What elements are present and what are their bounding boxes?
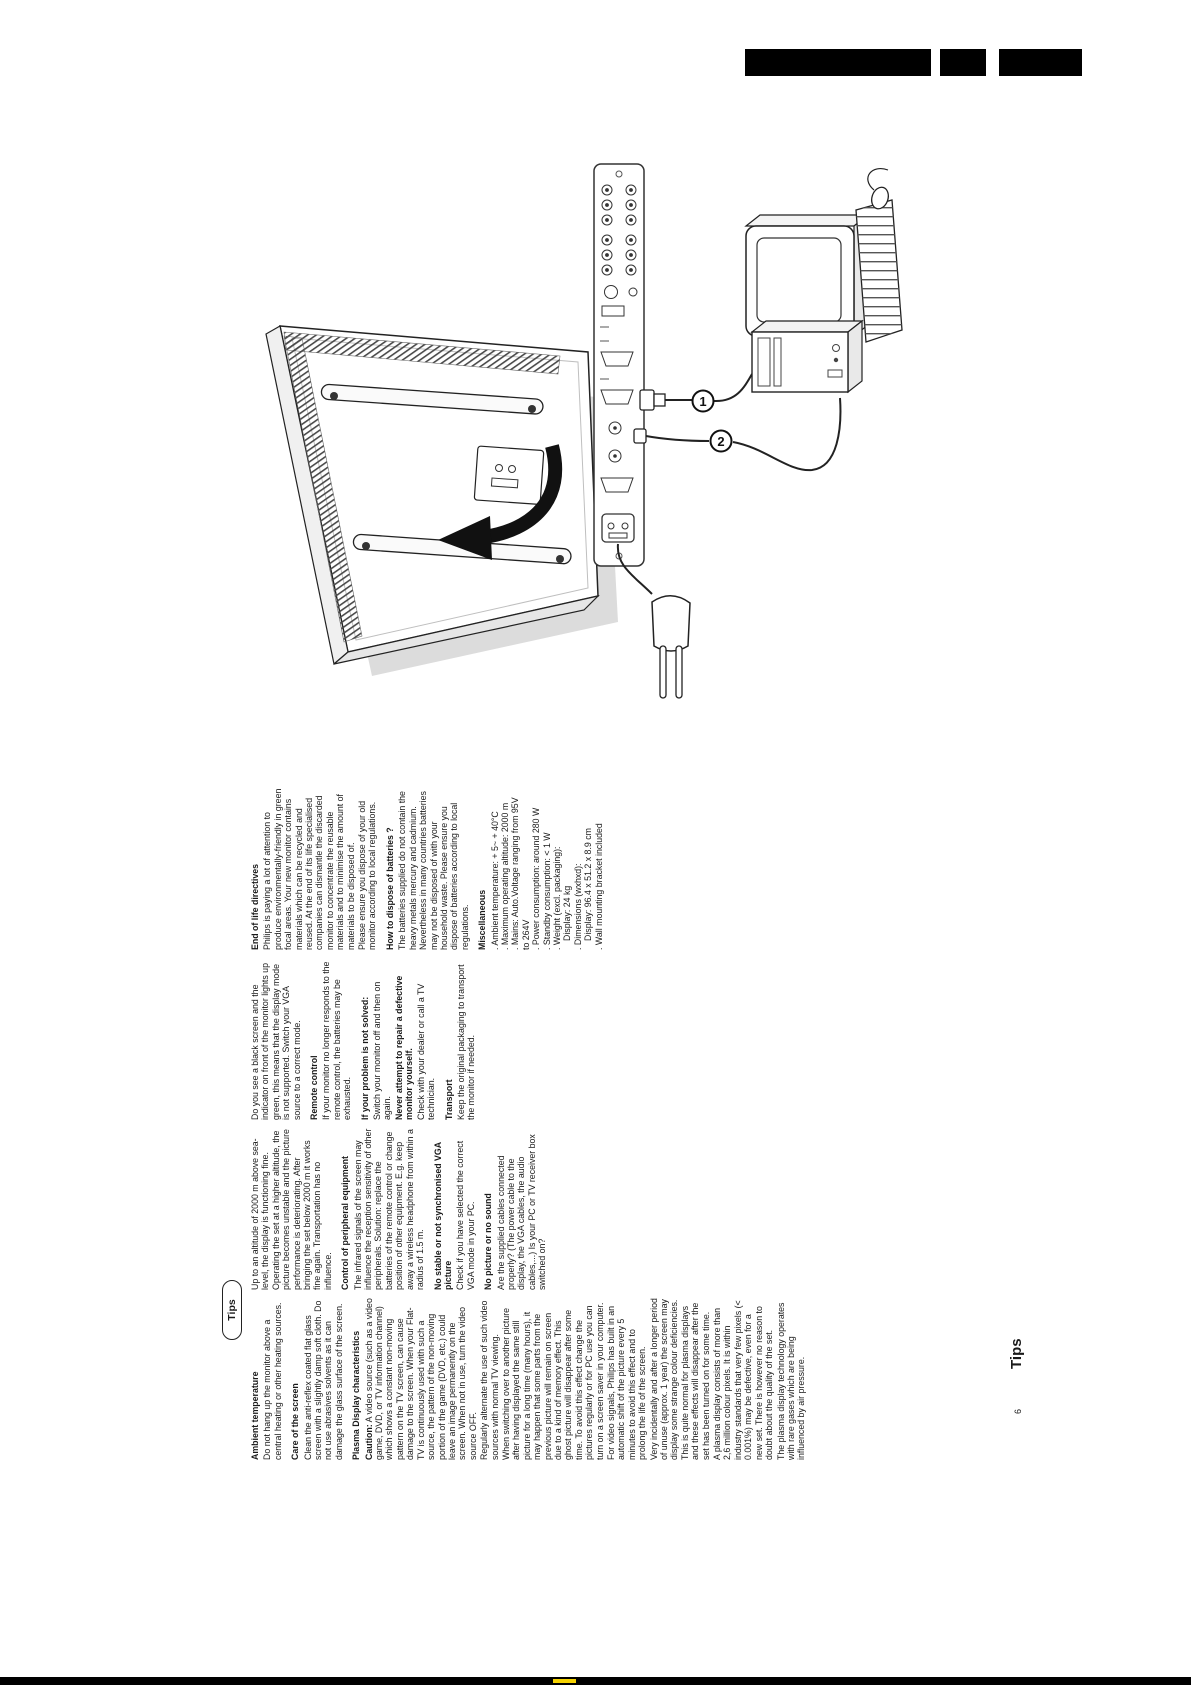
tips-columns [250, 780, 808, 1460]
page-number: 6 [1013, 1408, 1023, 1414]
para-rare-gases: The plasma display technology operates with rare gases which are being influenced by air pressure. [775, 1302, 807, 1460]
audio-in-jack [609, 422, 621, 434]
power-inlet [602, 514, 634, 542]
misc-item: . Maximum operating altitude: 2000 m [499, 802, 510, 950]
tips-tab [222, 1280, 242, 1340]
heading-problem-not-solved: If your problem is not solved: [359, 996, 370, 1120]
heading-miscellaneous: Miscellaneous [477, 889, 488, 950]
misc-item: . Standby consumption: < 1 W [541, 832, 552, 950]
heading-transport: Transport [443, 1079, 454, 1120]
para-ambient-temperature: Do not hang up the monitor above a central heating or other heating sources. [262, 1302, 283, 1460]
vga-plug-icon [640, 390, 654, 410]
tips-tab-label: Tips [226, 1299, 238, 1321]
digital-av-jack [602, 306, 624, 316]
heading-vga-unstable: No stable or not synchronised VGA picture [432, 1142, 453, 1290]
misc-item: Display: 96.4 x 51.2 x 8.9 cm [583, 828, 594, 941]
heading-peripheral-control: Control of peripheral equipment [340, 1156, 351, 1290]
misc-item: . Mains: Auto.Voltage ranging from 95V to 264V [510, 797, 531, 950]
vga-connector-3 [601, 478, 633, 492]
caution-label: Caution: [363, 1424, 374, 1460]
heading-no-picture-sound: No picture or no sound [483, 1193, 494, 1290]
para-pixels: A plasma display consists of more than 2,6 million colour pixels. It is within industry standards that very few pixels (< 0.001%) may be defective, even for a new set. There is however no reason to doubt about the quality of the set. [712, 1300, 775, 1460]
para-batteries: The batteries supplied do not contain the heavy metals mercury and cadmium. Nevertheless in many countries batteries may not be disposed of with your household waste. Please ensure you dispose of batteries according to local regulations. [397, 791, 470, 950]
audio-out-jack [609, 450, 621, 462]
para-ghost-picture: When switching over to another picture after having displayed the same still picture for a long time (many hours), it may happen that some parts from the previous picture will remain on screen due to a kind of memory effect. This ghost picture will disappear after some time. To avoid this effect change the pictures regularly or for PC use you can turn on a screen saver in your computer. [500, 1302, 605, 1460]
tips-section [222, 780, 1062, 1460]
tips-column-4 [250, 788, 808, 950]
heading-care-of-screen: Care of the screen [290, 1383, 301, 1460]
audio-cable [634, 398, 840, 470]
scan-edge-strip [0, 1677, 1191, 1685]
drive-bay [774, 338, 781, 386]
callout-1-number: 1 [699, 394, 707, 409]
plug-pin [676, 646, 682, 698]
drive-bay [758, 338, 770, 386]
tips-column-1 [250, 1298, 808, 1460]
para-end-of-life: Philips is paying a lot of attention to produce environmentally-friendly in green focal areas. Your new monitor contains materials which can be recycled and reused. At the end of its life specialised companies can dismantle the discarded monitor to concentrate the reusable materials and to minimise the amount of materials to be disposed of. [262, 788, 356, 950]
heading-ambient-temperature: Ambient temperature [250, 1371, 260, 1460]
vga-connector-2 [601, 390, 633, 404]
para-call-technician: Check with your dealer or call a TV technician. [415, 983, 437, 1120]
callout-1-badge [693, 391, 714, 412]
audio-plug-icon [634, 429, 646, 443]
pc-tower [752, 321, 862, 392]
para-switch-off-on: Switch your monitor off and then on again. [372, 981, 393, 1120]
power-plug [652, 596, 690, 698]
para-colour-deficiencies: Very incidentally and after a longer period of unuse (approx. 1 year) the screen may display some strange colour deficiencies. This is quite normal for plasma displays and these effects will disappear after the set has been turned on for some time. [648, 1298, 711, 1460]
para-auto-shift: For video signals, Philips has built in an automatic shift of the picture every 5 minutes to avoid this effect and to prolong the life of the screen. [606, 1305, 648, 1460]
tips-column-3 [250, 958, 808, 1120]
footer-section-title: Tips [1008, 1338, 1025, 1369]
misc-item: Display: 24 kg [562, 885, 573, 941]
para-never-repair: Never attempt to repair a defective monitor yourself. [393, 975, 415, 1120]
misc-item: . Dimensions (wxhxd): [572, 863, 583, 950]
page-footer [1008, 1338, 1025, 1414]
heading-end-of-life: End of life directives [250, 863, 260, 950]
misc-item: . Ambient temperature: + 5~ + 40°C [489, 811, 500, 950]
para-vga-mode: Check if you have selected the correct VGA mode in your PC. [455, 1140, 476, 1290]
vga-connector-1 [601, 352, 633, 366]
para-black-screen: Do you see a black screen and the indicator on front of the monitor lights up green, this means that the display mode is not supported. Switch your VGA source to a correct mode. [250, 963, 302, 1120]
tips-column-2 [250, 1128, 808, 1290]
connector-panel [594, 164, 644, 566]
para-alternate-sources: Regularly alternate the use of such video sources with normal TV viewing. [479, 1300, 500, 1460]
para-infrared: The infrared signals of the screen may influence the reception sensitivity of other peripherals. Solution: replace the batteries of the remote control or change position of other equipment. E.g. keep away a wireless headphone from within a radius of 1.5 m. [352, 1128, 426, 1290]
caution-text: A video source (such as a video game, DVD, or TV information channel) which shows a constant non-moving pattern on the TV screen, can cause damage to the screen. When your Flat-TV is continuously used with such a source, the pattern of the non-moving portion of the game (DVD, etc.) could leave an image permanently on the screen. When not in use, turn the video source OFF. [363, 1298, 478, 1460]
heading-plasma-characteristics: Plasma Display characteristics [351, 1330, 362, 1460]
para-caution [364, 1298, 478, 1460]
para-transport: Keep the original packaging to transport the monitor if needed. [455, 964, 477, 1120]
para-dispose-monitor: Please ensure you dispose of your old monitor according to local regulations. [357, 800, 378, 950]
misc-item: . Wall mounting bracket included [593, 823, 604, 950]
callout-2-badge [711, 431, 732, 452]
misc-item: . Weight (excl. packaging): [551, 846, 562, 950]
heading-dispose-batteries: How to dispose of batteries ? [384, 827, 395, 950]
monitor-screen [757, 238, 841, 322]
registration-mark [553, 1679, 576, 1683]
connector-recess [474, 446, 544, 504]
para-altitude: Up to an altitude of 2000 m above sea-level, the display is functioning fine. Operating the set at a higher altitude, the picture becomes unstable and the picture performance is deteriorating. After bringing the set below 2000 m it works fine again. Transportation has no influence. [250, 1129, 333, 1290]
crt-monitor [746, 215, 868, 336]
heading-remote-control: Remote control [309, 1055, 320, 1120]
plug-pin [660, 646, 666, 698]
para-cables-connected: Are the supplied cables connected properly? (The power cable to the display, the VGA cables, the audio cables,...) Is your PC or TV receiver box switched on? [495, 1134, 548, 1290]
misc-item: . Power consumption: around 280 W [531, 807, 542, 950]
para-remote-batteries: If your monitor no longer responds to the remote control, the batteries may be exhausted. [321, 961, 353, 1120]
callout-2-number: 2 [717, 434, 725, 449]
para-care-of-screen: Clean the anti-reflex coated flat glass screen with a slightly damp soft cloth. Do not use abrasives solvents as it can damage the glass surface of the screen. [302, 1300, 344, 1460]
miscellaneous-list [490, 788, 604, 950]
